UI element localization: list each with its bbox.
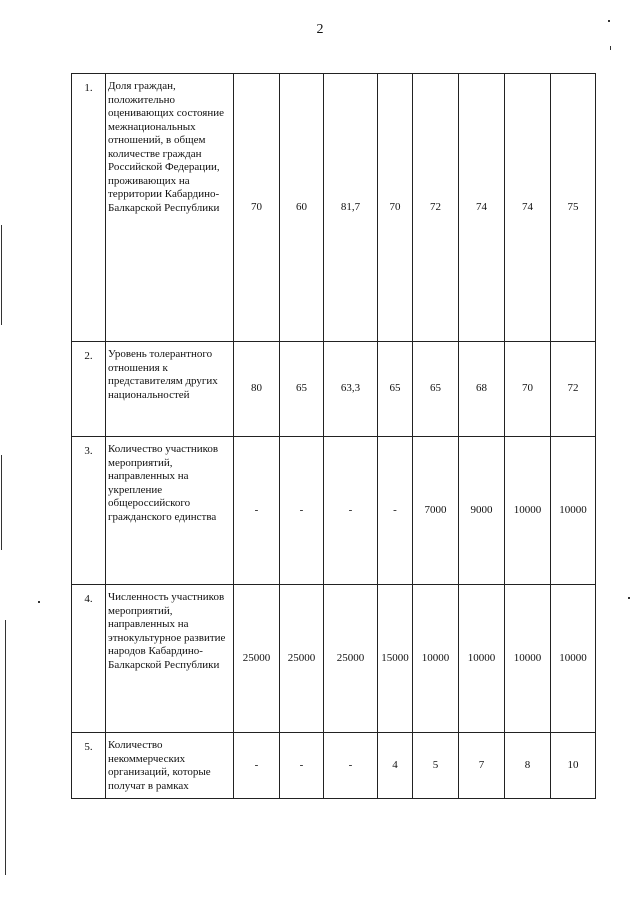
- indicator-value: 10000: [505, 437, 551, 585]
- row-number: 2.: [72, 342, 106, 437]
- indicator-value: -: [378, 437, 413, 585]
- scan-mark: [1, 225, 2, 325]
- indicator-value: 72: [551, 342, 596, 437]
- indicator-value: 25000: [280, 585, 324, 733]
- indicator-value: 70: [234, 74, 280, 342]
- table-row: [72, 585, 596, 733]
- indicator-value: 68: [459, 342, 505, 437]
- indicator-value: 10000: [459, 585, 505, 733]
- indicator-value: -: [280, 437, 324, 585]
- indicator-value: 7: [459, 733, 505, 799]
- indicator-value: 10000: [551, 585, 596, 733]
- indicator-value: -: [280, 733, 324, 799]
- indicator-value: 70: [378, 74, 413, 342]
- indicator-value: 10000: [551, 437, 596, 585]
- table-row: [72, 342, 596, 437]
- row-number: 1.: [72, 74, 106, 342]
- indicator-value: 9000: [459, 437, 505, 585]
- indicator-value: -: [324, 733, 378, 799]
- indicator-name: Доля граждан, положительно оценивающих состояние межнациональных отношений, в общем количестве граждан Российской Федерации, проживающих на территории Кабардино-Балкарской Республики: [106, 74, 234, 342]
- indicator-value: 10: [551, 733, 596, 799]
- indicator-value: 65: [378, 342, 413, 437]
- indicator-name: Количество некоммерческих организаций, которые получат в рамках: [106, 733, 234, 799]
- scan-mark: [1, 455, 2, 550]
- indicator-value: 65: [280, 342, 324, 437]
- indicator-value: 7000: [413, 437, 459, 585]
- scan-mark: [38, 601, 40, 603]
- row-number: 3.: [72, 437, 106, 585]
- indicator-value: 74: [505, 74, 551, 342]
- indicator-value: -: [234, 437, 280, 585]
- indicator-value: 75: [551, 74, 596, 342]
- table-row: [72, 733, 596, 799]
- scan-mark: [608, 20, 610, 22]
- page-number: 2: [316, 22, 324, 37]
- indicator-value: 63,3: [324, 342, 378, 437]
- indicator-value: 72: [413, 74, 459, 342]
- scan-mark: [5, 620, 6, 875]
- indicator-value: 25000: [324, 585, 378, 733]
- indicator-value: 70: [505, 342, 551, 437]
- indicator-value: 74: [459, 74, 505, 342]
- indicator-value: 81,7: [324, 74, 378, 342]
- scan-mark: [628, 597, 630, 599]
- indicator-value: -: [234, 733, 280, 799]
- indicator-value: 10000: [505, 585, 551, 733]
- indicator-value: 65: [413, 342, 459, 437]
- indicator-value: -: [324, 437, 378, 585]
- indicator-value: 5: [413, 733, 459, 799]
- row-number: 5.: [72, 733, 106, 799]
- indicator-value: 4: [378, 733, 413, 799]
- indicators-table: [71, 73, 596, 799]
- indicator-name: Уровень толерантного отношения к представителям других национальностей: [106, 342, 234, 437]
- indicator-value: 10000: [413, 585, 459, 733]
- indicator-value: 80: [234, 342, 280, 437]
- table-row: [72, 74, 596, 342]
- indicator-name: Количество участников мероприятий, направленных на укрепление общероссийского гражданского единства: [106, 437, 234, 585]
- indicator-value: 25000: [234, 585, 280, 733]
- indicator-value: 8: [505, 733, 551, 799]
- indicator-name: Численность участников мероприятий, направленных на этнокультурное развитие народов Кабардино-Балкарской Республики: [106, 585, 234, 733]
- table-row: [72, 437, 596, 585]
- row-number: 4.: [72, 585, 106, 733]
- scan-mark: [610, 46, 611, 50]
- indicator-value: 60: [280, 74, 324, 342]
- indicator-value: 15000: [378, 585, 413, 733]
